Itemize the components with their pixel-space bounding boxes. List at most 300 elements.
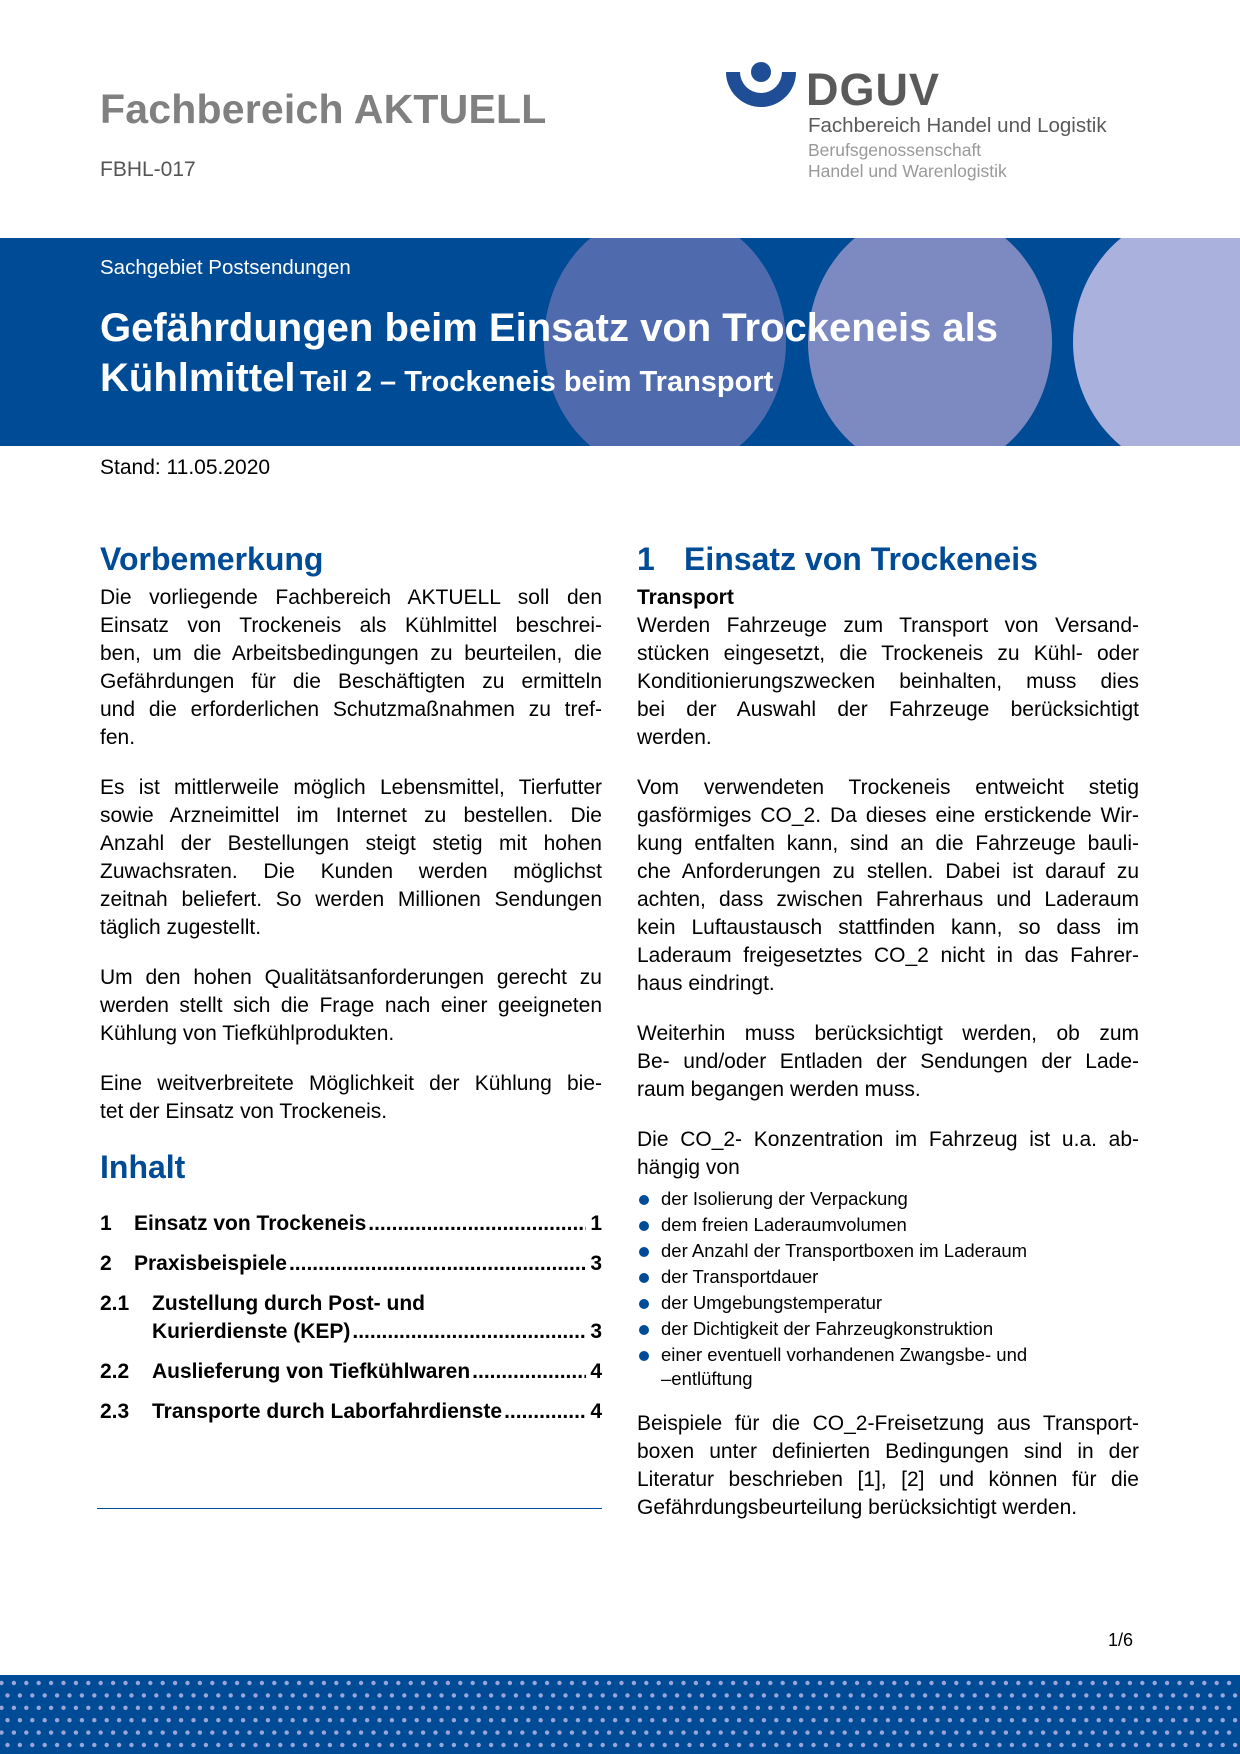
footer-dot <box>1103 1730 1107 1734</box>
footer-dot <box>675 1718 679 1722</box>
footer-dot <box>74 1706 78 1710</box>
footer-dot <box>471 1706 475 1710</box>
footer-dot <box>359 1681 363 1685</box>
toc-row <box>100 1398 602 1426</box>
footer-dot <box>818 1706 822 1710</box>
footer-dot <box>253 1743 257 1747</box>
footer-dot <box>892 1706 896 1710</box>
footer-dot <box>471 1681 475 1685</box>
footer-dot <box>582 1681 586 1685</box>
footer-dot <box>526 1743 530 1747</box>
text-line: Gefährdungen für die Beschäftigten zu ermitteln <box>100 670 602 693</box>
footer-dot <box>855 1730 859 1734</box>
footer-dot <box>737 1693 741 1697</box>
footer-dot <box>694 1681 698 1685</box>
footer-dot <box>1153 1730 1157 1734</box>
bullet-icon <box>639 1325 649 1335</box>
footer-dot <box>1134 1718 1138 1722</box>
footer-dot <box>377 1693 381 1697</box>
footer-dot <box>1035 1743 1039 1747</box>
footer-dot <box>1153 1706 1157 1710</box>
footer-dot <box>811 1718 815 1722</box>
footer-dot <box>1208 1693 1212 1697</box>
footer-dot <box>247 1706 251 1710</box>
footer-dot <box>545 1706 549 1710</box>
footer-dot <box>210 1681 214 1685</box>
footer-dot <box>347 1730 351 1734</box>
footer-dot <box>905 1681 909 1685</box>
footer-dot <box>117 1743 121 1747</box>
footer-dot <box>1134 1693 1138 1697</box>
text-line: Einsatz von Trockeneis als Kühlmittel beschrei- <box>100 614 602 637</box>
footer-dot <box>439 1693 443 1697</box>
footer-dot <box>861 1693 865 1697</box>
toc-leader <box>289 1250 586 1278</box>
footer-dot <box>210 1706 214 1710</box>
footer-dot <box>123 1681 127 1685</box>
footer-dot <box>824 1743 828 1747</box>
footer-dot <box>495 1681 499 1685</box>
footer-dot <box>768 1681 772 1685</box>
footer-dot <box>216 1743 220 1747</box>
footer-dot <box>328 1718 332 1722</box>
footer-dot <box>991 1706 995 1710</box>
footer-dot <box>415 1743 419 1747</box>
footer-dot <box>1190 1706 1194 1710</box>
footer-dot <box>111 1681 115 1685</box>
paragraph <box>100 964 602 1048</box>
footer-dot <box>477 1718 481 1722</box>
footer-dot <box>638 1693 642 1697</box>
footer-dot <box>402 1743 406 1747</box>
footer-dot <box>1221 1693 1225 1697</box>
footer-dot <box>644 1681 648 1685</box>
footer-dot <box>452 1718 456 1722</box>
footer-dot <box>1159 1743 1163 1747</box>
footer-dot <box>867 1681 871 1685</box>
footer-dot <box>675 1743 679 1747</box>
footer-dot <box>737 1743 741 1747</box>
footer-dot <box>129 1718 133 1722</box>
footer-dot <box>229 1693 233 1697</box>
footer-dot <box>421 1730 425 1734</box>
footer-dot <box>1134 1743 1138 1747</box>
footer-dot <box>669 1681 673 1685</box>
footer-dot <box>725 1743 729 1747</box>
footer-dot <box>167 1743 171 1747</box>
footer-dot <box>5 1718 9 1722</box>
toc-number: 2 <box>100 1252 112 1275</box>
footer-dot <box>960 1743 964 1747</box>
footer-dot <box>694 1706 698 1710</box>
document-title-main: Kühlmittel <box>100 356 296 400</box>
text-line: Be- und/oder Entladen der Sendungen der Lade- <box>637 1050 1139 1073</box>
toc-leader <box>352 1318 586 1346</box>
footer-dot <box>49 1681 53 1685</box>
footer-dot <box>241 1743 245 1747</box>
footer-dot <box>458 1706 462 1710</box>
footer-dot <box>997 1743 1001 1747</box>
paragraph <box>100 1070 602 1126</box>
toc-entry[interactable] <box>100 1358 602 1386</box>
footer-dot <box>1022 1743 1026 1747</box>
decorative-circle <box>1073 238 1240 446</box>
footer-dot <box>1128 1706 1132 1710</box>
footer-dot <box>563 1718 567 1722</box>
section-text <box>637 612 1139 1182</box>
toc-entry[interactable] <box>100 1210 602 1238</box>
footer-dot <box>161 1706 165 1710</box>
footer-dot <box>390 1718 394 1722</box>
footer-dot <box>353 1743 357 1747</box>
footer-dot <box>179 1718 183 1722</box>
footer-dot <box>129 1693 133 1697</box>
footer-dot <box>582 1730 586 1734</box>
footer-dot <box>997 1718 1001 1722</box>
footer-dot <box>712 1693 716 1697</box>
footer-dot <box>154 1693 158 1697</box>
footer-dot <box>123 1730 127 1734</box>
footer-dot <box>12 1681 16 1685</box>
footer-dot <box>762 1743 766 1747</box>
footer-dot <box>371 1681 375 1685</box>
footer-dot <box>390 1743 394 1747</box>
footer-dot <box>409 1706 413 1710</box>
text-line: Werden Fahrzeuge zum Transport von Versand- <box>637 614 1139 637</box>
footer-dot <box>787 1693 791 1697</box>
footer-dot <box>991 1681 995 1685</box>
footer-dot <box>607 1706 611 1710</box>
text-line: Eine weitverbreitete Möglichkeit der Kühlung bie- <box>100 1072 602 1095</box>
text-line: zeitnah beliefert. So werden Millionen Sendungen <box>100 888 602 911</box>
footer-dot <box>948 1743 952 1747</box>
footer-dot <box>632 1681 636 1685</box>
footer-dot <box>136 1706 140 1710</box>
footer-dot <box>291 1743 295 1747</box>
page-number: 1/6 <box>1108 1630 1134 1650</box>
footer-dot <box>551 1743 555 1747</box>
footer-dot <box>365 1693 369 1697</box>
footer-dot <box>625 1718 629 1722</box>
footer-dot <box>105 1718 109 1722</box>
footer-dot <box>495 1730 499 1734</box>
text-line: Es ist mittlerweile möglich Lebensmittel, Tierfutter <box>100 776 602 799</box>
footer-dot <box>768 1730 772 1734</box>
toc-entry[interactable] <box>100 1398 602 1426</box>
footer-dot <box>371 1730 375 1734</box>
footer-dot <box>873 1743 877 1747</box>
footer-dot <box>960 1718 964 1722</box>
footer-dot <box>483 1706 487 1710</box>
footer-dot <box>700 1693 704 1697</box>
dguv-logo-icon <box>726 60 796 110</box>
footer-dot <box>973 1718 977 1722</box>
footer-dot <box>353 1693 357 1697</box>
toc-row <box>100 1290 602 1318</box>
footer-dot <box>340 1718 344 1722</box>
footer-dot <box>1004 1730 1008 1734</box>
footer-dot <box>427 1743 431 1747</box>
footer-dot <box>1078 1681 1082 1685</box>
footer-dot <box>570 1681 574 1685</box>
footer-dot <box>712 1743 716 1747</box>
footer-dot <box>749 1718 753 1722</box>
footer-dot <box>446 1706 450 1710</box>
footer-dot <box>811 1693 815 1697</box>
footer-dot <box>1072 1693 1076 1697</box>
footer-dot <box>49 1730 53 1734</box>
footer-dot <box>1227 1681 1231 1685</box>
footer-dot <box>365 1743 369 1747</box>
footer-dot <box>905 1730 909 1734</box>
footer-dot <box>756 1730 760 1734</box>
footer-dot <box>557 1730 561 1734</box>
footer-dot <box>247 1730 251 1734</box>
footer-dot <box>272 1706 276 1710</box>
footer-dot <box>533 1730 537 1734</box>
footer-dot <box>997 1693 1001 1697</box>
footer-dot <box>836 1693 840 1697</box>
footer-dot <box>700 1743 704 1747</box>
footer-dot <box>1146 1718 1150 1722</box>
footer-dot <box>1109 1718 1113 1722</box>
footer-dot <box>142 1693 146 1697</box>
text-line: kung entfalten kann, sind an die Fahrzeuge bauli- <box>637 832 1139 855</box>
footer-dot <box>1221 1718 1225 1722</box>
footer-dot <box>105 1693 109 1697</box>
text-line: Weiterhin muss berücksichtigt werden, ob zum <box>637 1022 1139 1045</box>
toc-row <box>100 1250 602 1278</box>
footer-dot <box>1171 1743 1175 1747</box>
footer-dot <box>898 1743 902 1747</box>
footer-dot <box>805 1730 809 1734</box>
footer-dot <box>954 1706 958 1710</box>
toc-entry[interactable] <box>100 1250 602 1278</box>
bullet-icon <box>639 1273 649 1283</box>
footer-dot <box>322 1706 326 1710</box>
footer-dot <box>706 1706 710 1710</box>
paragraph <box>100 774 602 942</box>
footer-dot <box>514 1718 518 1722</box>
footer-dot <box>687 1693 691 1697</box>
footer-dot <box>1177 1681 1181 1685</box>
footer-dot <box>1171 1718 1175 1722</box>
footer-dot <box>625 1743 629 1747</box>
footer-dot <box>148 1730 152 1734</box>
footer-dot <box>1053 1706 1057 1710</box>
footer-dot <box>1047 1743 1051 1747</box>
footer-dot <box>1233 1743 1237 1747</box>
footer-dot <box>650 1743 654 1747</box>
footer-dot <box>191 1718 195 1722</box>
footer-dot <box>1196 1693 1200 1697</box>
footer-dot <box>979 1730 983 1734</box>
text-line: Kühlung von Tiefkühlprodukten. <box>100 1022 395 1045</box>
footer-dot <box>1041 1681 1045 1685</box>
bullet-item <box>637 1238 1139 1264</box>
footer-dot <box>619 1681 623 1685</box>
footer-dot <box>1103 1681 1107 1685</box>
footer-dot <box>5 1693 9 1697</box>
bullet-list <box>637 1186 1139 1392</box>
text-line: Konditionierungszwecken beinhalten, muss dies <box>637 670 1139 693</box>
footer-dot <box>818 1730 822 1734</box>
footer-dot <box>551 1718 555 1722</box>
toc-label: Transporte durch Laborfahrdienste <box>152 1400 503 1423</box>
footer-dot <box>929 1706 933 1710</box>
footer-dot <box>1047 1693 1051 1697</box>
footer-dot <box>917 1730 921 1734</box>
footer-dot <box>787 1718 791 1722</box>
footer-dot <box>1066 1730 1070 1734</box>
footer-dot <box>743 1706 747 1710</box>
footer-dot <box>167 1693 171 1697</box>
footer-dot <box>663 1693 667 1697</box>
footer-dot <box>644 1706 648 1710</box>
footer-dot <box>898 1718 902 1722</box>
text-line: sowie Arzneimittel im Internet zu bestellen. Die <box>100 804 602 827</box>
footer-dot <box>365 1718 369 1722</box>
footer-dot <box>229 1718 233 1722</box>
footer-dot <box>756 1681 760 1685</box>
divider <box>97 1508 602 1509</box>
footer-dot <box>501 1693 505 1697</box>
footer-dot <box>55 1743 59 1747</box>
footer-dot <box>613 1693 617 1697</box>
bullet-item <box>637 1212 1139 1238</box>
footer-dot <box>1103 1706 1107 1710</box>
footer-dot <box>576 1693 580 1697</box>
footer-dot <box>1035 1718 1039 1722</box>
footer-dot <box>935 1718 939 1722</box>
footer-dot <box>272 1730 276 1734</box>
footer-dot <box>638 1718 642 1722</box>
footer-dot <box>985 1693 989 1697</box>
footer-dot <box>607 1730 611 1734</box>
toc-entry[interactable] <box>100 1290 602 1346</box>
footer-dot <box>173 1730 177 1734</box>
bullet-item <box>637 1186 1139 1212</box>
footer-dot <box>824 1693 828 1697</box>
footer-dot <box>781 1681 785 1685</box>
footer-dot <box>1146 1693 1150 1697</box>
footer-dot <box>309 1730 313 1734</box>
footer-dot <box>433 1706 437 1710</box>
footer-dot <box>229 1743 233 1747</box>
footer-dot <box>706 1730 710 1734</box>
footer-dot <box>1121 1743 1125 1747</box>
footer-dot <box>917 1706 921 1710</box>
dguv-logo <box>726 60 1126 190</box>
footer-dot <box>353 1718 357 1722</box>
footer-dot <box>601 1693 605 1697</box>
footer-dot <box>272 1681 276 1685</box>
footer-dot <box>1016 1706 1020 1710</box>
footer-dot <box>1084 1693 1088 1697</box>
toc-page-number: 1 <box>590 1212 602 1235</box>
footer-dot <box>1059 1693 1063 1697</box>
right-column <box>637 540 1139 1522</box>
footer-dot <box>198 1706 202 1710</box>
footer-dot <box>489 1718 493 1722</box>
footer-dot <box>781 1706 785 1710</box>
footer-dot <box>1053 1730 1057 1734</box>
footer-dot <box>396 1681 400 1685</box>
footer-dot <box>1165 1681 1169 1685</box>
footer-dot <box>1010 1693 1014 1697</box>
text-line: bei der Auswahl der Fahrzeuge berücksichtigt <box>637 698 1139 721</box>
logo-line-2: Berufsgenossenschaft <box>808 140 982 160</box>
footer-dot <box>334 1681 338 1685</box>
footer-dot <box>533 1681 537 1685</box>
footer-dot <box>687 1718 691 1722</box>
footer-dot <box>235 1681 239 1685</box>
footer-dot <box>911 1743 915 1747</box>
footer-dot <box>1215 1730 1219 1734</box>
footer-dot <box>873 1693 877 1697</box>
footer-dot <box>1208 1718 1212 1722</box>
footer-dot <box>483 1681 487 1685</box>
footer-dot <box>954 1730 958 1734</box>
footer-dot <box>464 1693 468 1697</box>
footer-dot <box>886 1718 890 1722</box>
text-line: boxen unter definierten Bedingungen sind in der <box>637 1440 1139 1463</box>
footer-dot <box>508 1730 512 1734</box>
footer-dot <box>154 1743 158 1747</box>
footer-dot <box>1165 1730 1169 1734</box>
footer-dot <box>80 1718 84 1722</box>
footer-dot <box>328 1693 332 1697</box>
footer-dot <box>601 1743 605 1747</box>
text-line: werden. <box>637 726 712 749</box>
text-line: Beispiele für die CO_2-Freisetzung aus Transport- <box>637 1412 1139 1435</box>
footer-dot <box>613 1743 617 1747</box>
footer-dot <box>731 1681 735 1685</box>
footer-dot <box>55 1693 59 1697</box>
footer-dot <box>204 1743 208 1747</box>
footer-dot <box>818 1681 822 1685</box>
footer-dot <box>18 1693 22 1697</box>
footer-dot <box>1183 1693 1187 1697</box>
footer-dot <box>12 1730 16 1734</box>
footer-dot <box>1196 1743 1200 1747</box>
text-line: Literatur beschrieben [1], [2] und können für die <box>637 1468 1139 1491</box>
text-line: Laderaum freigesetztes CO_2 nicht in das Fahrer- <box>637 944 1139 967</box>
footer-dot <box>30 1718 34 1722</box>
footer-dot <box>650 1718 654 1722</box>
footer-dot <box>285 1706 289 1710</box>
footer-dot <box>247 1681 251 1685</box>
text-line: fen. <box>100 726 136 749</box>
footer-dot <box>731 1730 735 1734</box>
footer-dot <box>935 1743 939 1747</box>
footer-dot <box>675 1693 679 1697</box>
footer-dot <box>1227 1706 1231 1710</box>
footer-dot <box>477 1743 481 1747</box>
footer-dot <box>439 1718 443 1722</box>
footer-dot <box>241 1693 245 1697</box>
footer-dot <box>142 1743 146 1747</box>
footer-dot <box>278 1693 282 1697</box>
text-line: Vom verwendeten Trockeneis entweicht stetig <box>637 776 1139 799</box>
footer-dot <box>86 1706 90 1710</box>
footer-dot <box>297 1730 301 1734</box>
footer-dot <box>1183 1743 1187 1747</box>
subject-area: Sachgebiet Postsendungen <box>100 256 351 279</box>
footer-dot <box>1109 1743 1113 1747</box>
footer-dot <box>409 1681 413 1685</box>
footer-dot <box>657 1681 661 1685</box>
